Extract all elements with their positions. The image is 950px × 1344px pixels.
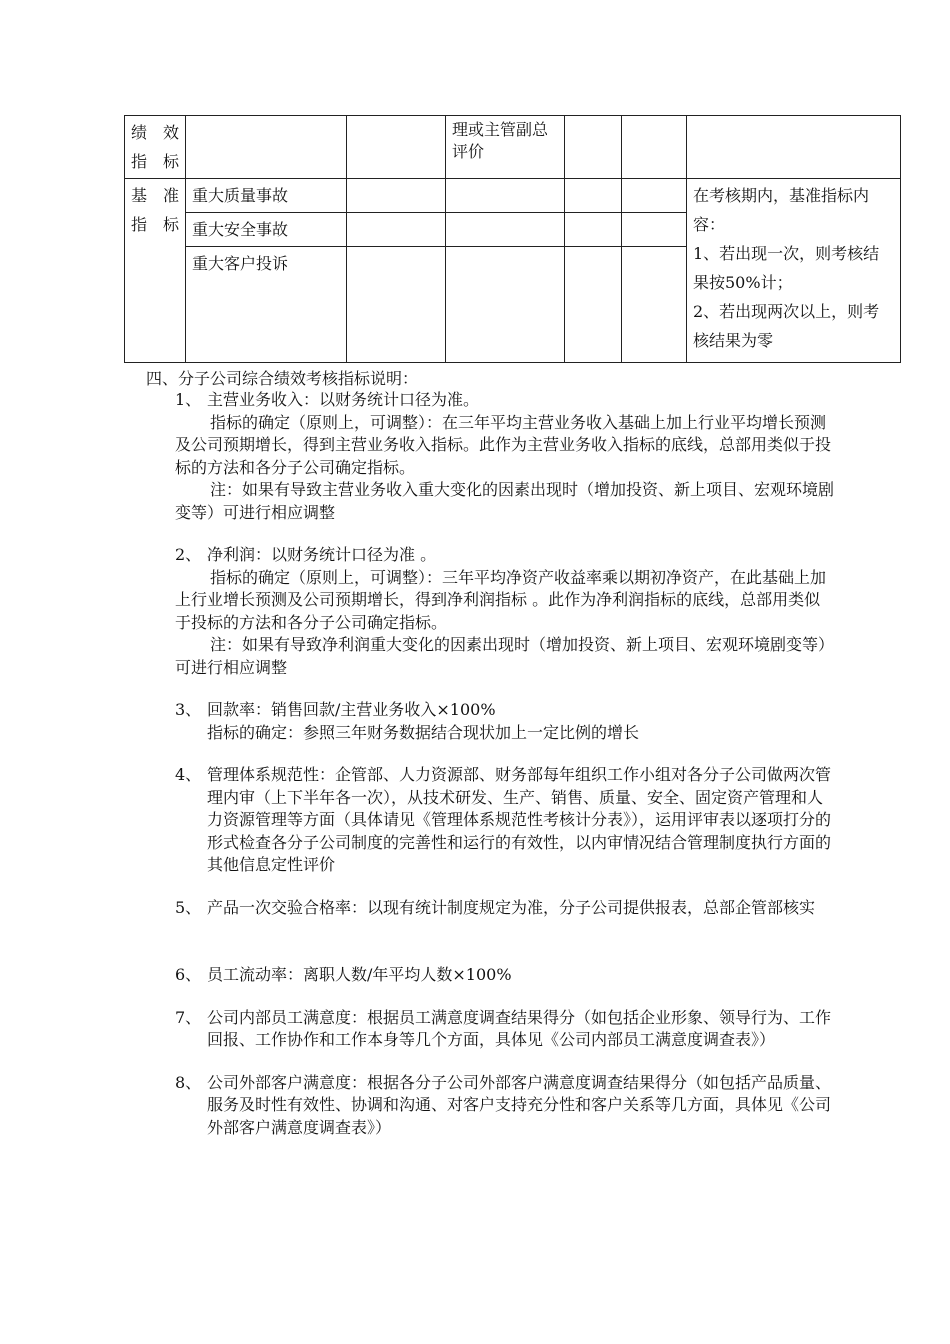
row-header-baseline: 基准 指标 xyxy=(125,179,186,363)
list-item: 4、 管理体系规范性：企管部、人力资源部、财务部每年组织工作小组对各分子公司做两次管理内审（上下半年各一次），从技术研发、生产、销售、质量、安全、固定资产管理和人力资源管理等方面（具体请见《管理体系规范性考核计分表》），运用评审表以逐项打分的形式检查各分子公司制度的完善性和运行的有效性，以内审情况结合管理制度执行方面的其他信息定性评价 xyxy=(175,765,832,874)
paragraph: 指标的确定（原则上，可调整）：三年平均净资产收益率乘以期初净资产，在此基础上加上行业增长预测及公司预期增长，得到净利润指标 。此作为净利润指标的底线，总部用类似于投标的方法和各分子公司确定指标。 xyxy=(175,567,827,632)
list-item: 3、 回款率：销售回款/主营业务收入×100% xyxy=(175,700,496,719)
section-title: 四、分子公司综合绩效考核指标说明： xyxy=(146,369,419,388)
table-cell xyxy=(347,179,446,213)
note: 注：如果有导致主营业务收入重大变化的因素出现时（增加投资、新上项目、宏观环境剧变等）可进行相应调整 xyxy=(175,480,835,522)
table-row xyxy=(125,179,901,213)
table-cell xyxy=(347,116,446,179)
indicator-list xyxy=(175,389,835,1139)
table-cell xyxy=(347,213,446,247)
list-item: 2、 净利润：以财务统计口径为准 。 xyxy=(175,545,437,564)
list-item: 5、 产品一次交验合格率：以现有统计制度规定为准，分子公司提供报表，总部企管部核实 xyxy=(175,897,816,917)
baseline-item: 重大质量事故 xyxy=(186,179,347,213)
table-cell xyxy=(446,213,565,247)
table-cell xyxy=(622,179,687,213)
list-item: 6、 员工流动率：离职人数/年平均人数×100% xyxy=(175,965,512,984)
table-cell xyxy=(565,213,622,247)
list-item: 7、 公司内部员工满意度：根据员工满意度调查结果得分（如包括企业形象、领导行为、工作回报、工作协作和工作本身等几个方面，具体见《公司内部员工满意度调查表》） xyxy=(175,1007,832,1049)
paragraph: 指标的确定：参照三年财务数据结合现状加上一定比例的增长 xyxy=(207,722,640,742)
note: 注：如果有导致净利润重大变化的因素出现时（增加投资、新上项目、宏观环境剧变等）可进行相应调整 xyxy=(175,635,835,677)
table-cell xyxy=(347,247,446,363)
table-row xyxy=(125,116,901,179)
kpi-table xyxy=(124,115,901,363)
table-cell xyxy=(687,116,901,179)
reviewer-cell: 理或主管副总评价 xyxy=(446,116,565,179)
table-cell xyxy=(565,247,622,363)
table-cell xyxy=(446,179,565,213)
paragraph: 指标的确定（原则上，可调整）：在三年平均主营业务收入基础上加上行业平均增长预测及公司预期增长，得到主营业务收入指标。此作为主营业务收入指标的底线，总部用类似于投标的方法和各分子公司确定指标。 xyxy=(175,412,832,477)
baseline-item: 重大客户投诉 xyxy=(186,247,347,363)
table-cell xyxy=(622,247,687,363)
table-cell xyxy=(446,247,565,363)
row-header-performance: 绩效 指标 xyxy=(125,116,186,179)
baseline-note: 在考核期内，基准指标内容： 1、若出现一次，则考核结果按50%计； 2、若出现两次以上，则考核结果为零 xyxy=(687,179,901,363)
list-item: 8、 公司外部客户满意度：根据各分子公司外部客户满意度调查结果得分（如包括产品质量、服务及时性有效性、协调和沟通、对客户支持充分性和客户关系等几方面，具体见《公司外部客户满意度调查表》） xyxy=(175,1072,832,1137)
table-cell xyxy=(186,116,347,179)
table-cell xyxy=(622,213,687,247)
table-cell xyxy=(565,179,622,213)
table-cell xyxy=(622,116,687,179)
table-cell xyxy=(565,116,622,179)
list-item: 1、 主营业务收入：以财务统计口径为准。 xyxy=(175,390,480,409)
baseline-item: 重大安全事故 xyxy=(186,213,347,247)
